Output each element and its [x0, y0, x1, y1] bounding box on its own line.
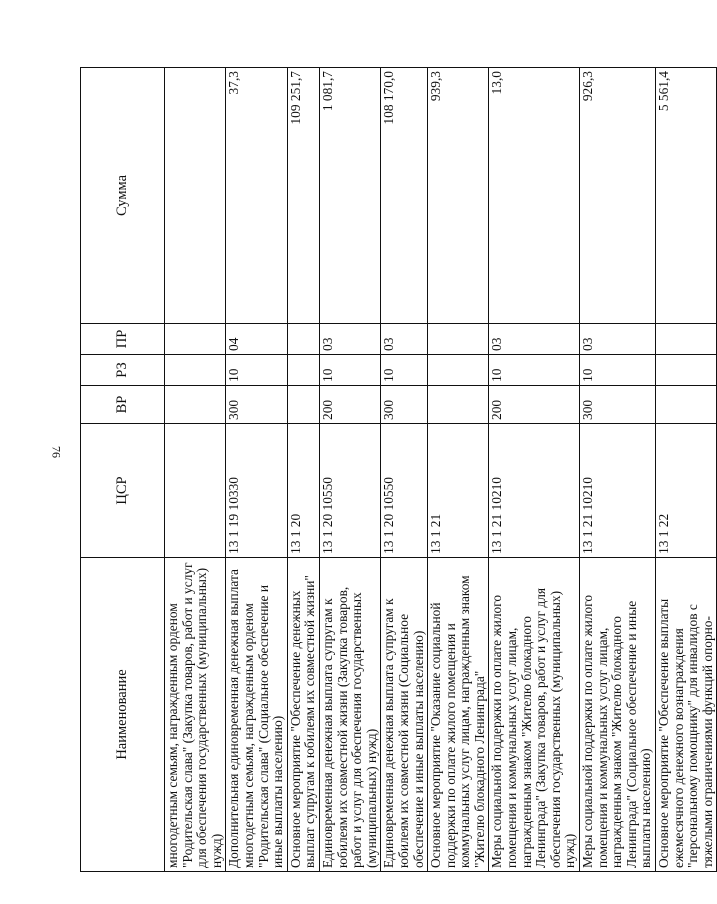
header-vr: ВР	[81, 386, 165, 424]
cell-pr: 03	[381, 324, 428, 355]
cell-name: Единовременная денежная выплата супругам к юбилеям их совместной жизни (Социальное обеспечение и иные выплаты населению)	[381, 558, 428, 872]
table-row	[287, 68, 319, 872]
cell-csr: 13 1 21 10210	[580, 424, 656, 558]
cell-csr	[165, 424, 226, 558]
header-name: Наименование	[81, 558, 165, 872]
cell-csr: 13 1 20 10550	[381, 424, 428, 558]
cell-name: Единовременная денежная выплата супругам к юбилеям их совместной жизни (Закупка товаров, работ и услуг для обеспечения государственных (муниципальных) нужд)	[319, 558, 380, 872]
cell-vr	[428, 386, 489, 424]
cell-sum: 37,3	[226, 68, 287, 324]
cell-csr: 13 1 20	[287, 424, 319, 558]
cell-vr: 200	[489, 386, 580, 424]
cell-vr: 300	[580, 386, 656, 424]
cell-pr	[428, 324, 489, 355]
cell-vr: 300	[226, 386, 287, 424]
cell-vr	[656, 386, 717, 424]
cell-name: Основное мероприятие "Обеспечение выплаты ежемесячного денежного вознаграждения "персональному помощнику" для инвалидов с тяжелыми ограничениями функций опорно-	[656, 558, 717, 872]
cell-rz	[428, 355, 489, 386]
table-row	[428, 68, 489, 872]
cell-pr: 03	[489, 324, 580, 355]
cell-pr: 03	[580, 324, 656, 355]
cell-name: Меры социальной поддержки по оплате жилого помещения и коммунальных услуг лицам, награжденным знаком "Жителю блокадного Ленинграда" (Социальное обеспечение и иные выплаты населению)	[580, 558, 656, 872]
cell-vr: 200	[319, 386, 380, 424]
table-header-row	[81, 68, 165, 872]
cell-rz: 10	[580, 355, 656, 386]
cell-rz	[287, 355, 319, 386]
cell-vr	[165, 386, 226, 424]
header-csr: ЦСР	[81, 424, 165, 558]
cell-sum	[165, 68, 226, 324]
header-sum: Сумма	[81, 68, 165, 324]
header-pr: ПР	[81, 324, 165, 355]
cell-sum: 1 081,7	[319, 68, 380, 324]
cell-pr	[165, 324, 226, 355]
table-row	[381, 68, 428, 872]
rotated-table-container	[80, 68, 715, 872]
cell-csr: 13 1 19 10330	[226, 424, 287, 558]
header-rz: РЗ	[81, 355, 165, 386]
cell-csr: 13 1 20 10550	[319, 424, 380, 558]
cell-name: Меры социальной поддержки по оплате жилого помещения и коммунальных услуг лицам, награжденным знаком "Жителю блокадного Ленинграда" (Закупка товаров, работ и услуг для обеспечения государственных (муниципальных) нужд)	[489, 558, 580, 872]
cell-sum: 13,0	[489, 68, 580, 324]
page-number: 76	[49, 446, 64, 458]
cell-csr: 13 1 21	[428, 424, 489, 558]
table-row	[656, 68, 717, 872]
table-row	[580, 68, 656, 872]
cell-name: многодетным семьям, награжденным орденом "Родительская слава" (Закупка товаров, работ и услуг для обеспечения государственных (муниципальных) нужд)	[165, 558, 226, 872]
table-row	[489, 68, 580, 872]
budget-table	[80, 67, 717, 872]
cell-sum: 108 170,0	[381, 68, 428, 324]
cell-rz	[165, 355, 226, 386]
table-row	[165, 68, 226, 872]
cell-vr	[287, 386, 319, 424]
cell-csr: 13 1 22	[656, 424, 717, 558]
cell-pr	[287, 324, 319, 355]
cell-rz: 10	[381, 355, 428, 386]
cell-rz	[656, 355, 717, 386]
table-row	[226, 68, 287, 872]
cell-vr: 300	[381, 386, 428, 424]
cell-pr	[656, 324, 717, 355]
cell-sum: 5 561,4	[656, 68, 717, 324]
cell-rz: 10	[489, 355, 580, 386]
cell-name: Основное мероприятие "Оказание социальной поддержки по оплате жилого помещения и коммунальных услуг лицам, награжденным знаком "Жителю блокадного Ленинграда"	[428, 558, 489, 872]
cell-name: Дополнительная единовременная денежная выплата многодетным семьям, награжденным орденом "Родительская слава" (Социальное обеспечение и иные выплаты населению)	[226, 558, 287, 872]
cell-pr: 04	[226, 324, 287, 355]
cell-sum: 926,3	[580, 68, 656, 324]
cell-name: Основное мероприятие "Обеспечение денежных выплат супругам к юбилеям их совместной жизни"	[287, 558, 319, 872]
cell-pr: 03	[319, 324, 380, 355]
cell-sum: 109 251,7	[287, 68, 319, 324]
table-row	[319, 68, 380, 872]
cell-rz: 10	[319, 355, 380, 386]
cell-sum: 939,3	[428, 68, 489, 324]
cell-rz: 10	[226, 355, 287, 386]
cell-csr: 13 1 21 10210	[489, 424, 580, 558]
